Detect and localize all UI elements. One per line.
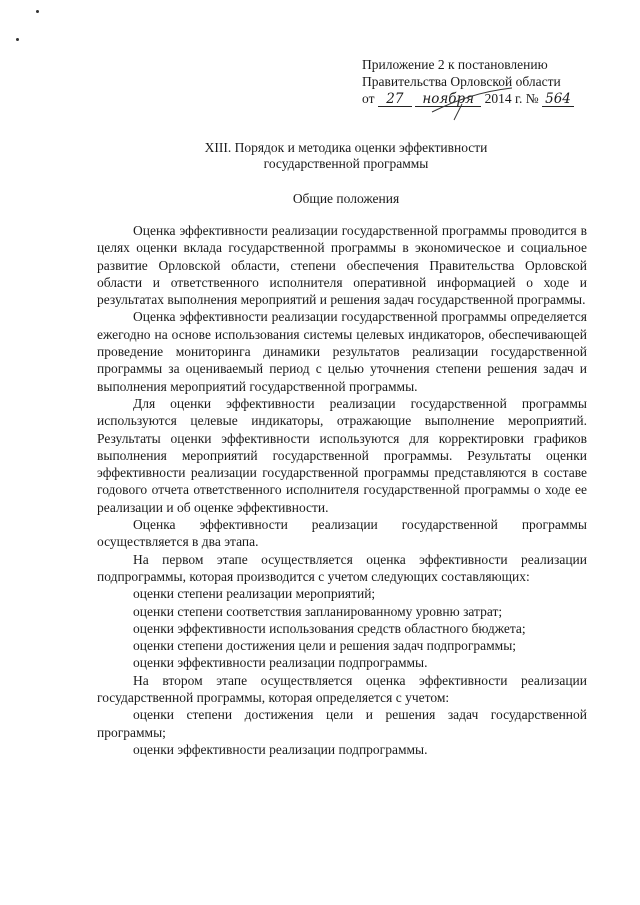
list-item: оценки степени достижения цели и решения задач государственной программы; <box>97 707 587 740</box>
header-prefix: от <box>362 91 375 106</box>
signature-stroke-icon <box>362 82 602 122</box>
header-year-text: 2014 г. № <box>484 91 539 106</box>
header-line-1: Приложение 2 к постановлению <box>362 57 548 72</box>
list-item: оценки эффективности использования средств областного бюджета; <box>133 620 526 636</box>
paragraph: Оценка эффективности реализации государственной программы проводится в целях оценки вклада государственной программы в экономическое и социальное развитие Орловской области, степени обеспечения Правительства Орловской области и ответственного исполнителя оперативной информацией о ходе и результатах выполнения мероприятий и решения задач государственной программы. <box>97 223 587 308</box>
paragraph: Оценка эффективности реализации государственной программы определяется ежегодно на основе использования системы целевых индикаторов, обеспечивающей проведение мониторинга динамики результатов реализации государственной программы за оцениваемый период с целью уточнения степени решения задач и выполнения мероприятий государственной программы. <box>97 309 587 394</box>
section-title-line-1: XIII. Порядок и методика оценки эффективности <box>204 140 488 155</box>
list-item: оценки степени реализации мероприятий; <box>133 586 376 602</box>
handwritten-day: 27 <box>378 92 412 107</box>
paragraph: На первом этапе осуществляется оценка эффективности реализации подпрограммы, которая производится с учетом следующих составляющих: <box>97 551 587 584</box>
paragraph: Для оценки эффективности реализации государственной программы используются целевые индикаторы, отражающие выполнение мероприятий. Результаты оценки эффективности используются для корректировки графиков выполнения мероприятий государственной программы. Результаты оценки эффективности реализации государственной программы представляются в составе годового отчета ответственного исполнителя государственной программы о ходе ее реализации и об оценке эффективности. <box>97 395 587 515</box>
paragraph: На втором этапе осуществляется оценка эффективности реализации государственной программы, которая определяется с учетом: <box>97 672 587 706</box>
list-item: оценки степени соответствия запланированному уровню затрат; <box>133 603 503 619</box>
scan-speck <box>16 38 19 41</box>
paragraph: Оценка эффективности реализации государственной программы осуществляется в два этапа. <box>97 517 587 550</box>
list-item: оценки эффективности реализации подпрограммы. <box>133 741 428 757</box>
list-item: оценки степени достижения цели и решения задач подпрограммы; <box>133 638 517 654</box>
document-body <box>97 222 587 758</box>
handwritten-number: 564 <box>542 92 574 107</box>
section-subtitle: Общие положения <box>292 191 400 206</box>
section-title-line-2: государственной программы <box>263 156 429 171</box>
header-date-line <box>362 90 602 107</box>
list-item: оценки эффективности реализации подпрограммы. <box>133 655 428 671</box>
section-title <box>96 140 596 172</box>
scan-speck <box>36 10 39 13</box>
handwritten-month: ноября <box>415 92 481 107</box>
header-line-2: Правительства Орловской области <box>362 74 561 89</box>
approval-header <box>362 56 602 107</box>
